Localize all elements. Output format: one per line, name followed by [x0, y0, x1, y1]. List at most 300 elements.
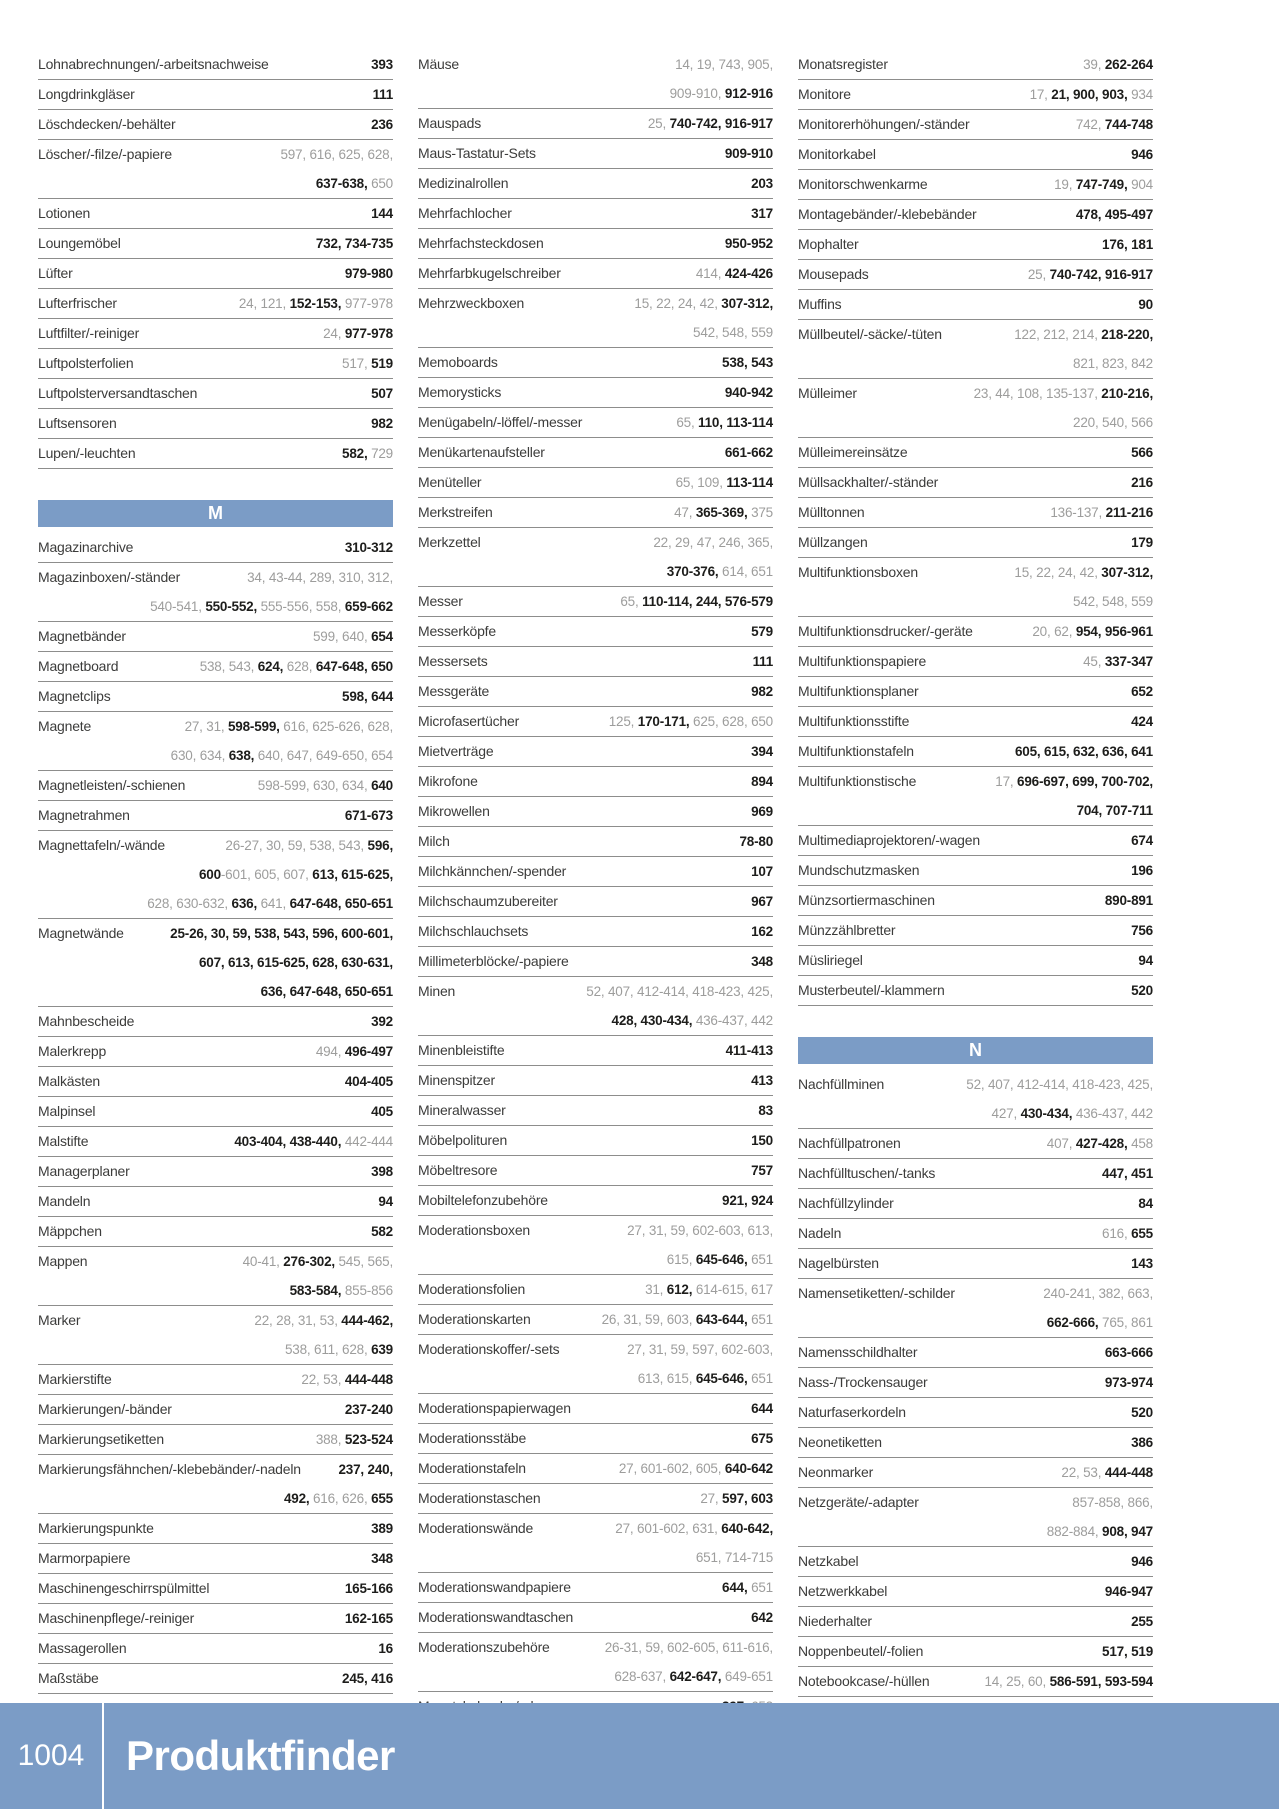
entry-pages	[371, 379, 393, 408]
entry-pages	[1131, 438, 1153, 467]
entry-line	[418, 528, 773, 557]
entry-line	[418, 707, 773, 736]
entry-term: Nachfüllpatronen	[798, 1135, 901, 1151]
entry-term: Maschinengeschirrspülmittel	[38, 1580, 210, 1596]
page-ref-bold: 912-916	[721, 86, 773, 101]
entry-term: Nadeln	[798, 1225, 842, 1241]
entry-pages	[1131, 707, 1153, 736]
page-ref-light: 22, 29, 47, 246, 365,	[653, 535, 773, 550]
page-ref-bold: 150	[751, 1133, 773, 1148]
entry-line	[798, 140, 1153, 169]
page-ref-light: 27, 601-602, 631,	[615, 1521, 718, 1536]
entry-line	[38, 1097, 393, 1126]
index-entry	[798, 110, 1153, 140]
entry-line	[38, 652, 393, 681]
entry-line	[798, 438, 1153, 467]
entry-pages	[700, 1484, 773, 1513]
page-ref-bold: 946	[1131, 147, 1153, 162]
page-ref-bold: 196	[1131, 863, 1153, 878]
entry-pages	[1131, 677, 1153, 706]
entry-pages	[751, 797, 773, 826]
index-entry	[418, 797, 773, 827]
entry-term: Mülleimer	[798, 385, 857, 401]
page-ref-bold: 586-591, 593-594	[1046, 1674, 1153, 1689]
entry-term: Lüfter	[38, 265, 73, 281]
entry-term: Müllbeutel/-säcke/-tüten	[798, 326, 942, 342]
entry-pages	[199, 860, 393, 889]
entry-pages	[634, 289, 773, 318]
footer-page-number: 1004	[17, 1739, 85, 1772]
index-entry	[38, 1127, 393, 1157]
entry-pages-continuation	[798, 1099, 1153, 1128]
page-ref-bold: 365-369,	[692, 505, 748, 520]
page-ref-bold: 237, 240,	[338, 1462, 393, 1477]
entry-term: Luftfilter/-reiniger	[38, 325, 140, 341]
page-ref-light: 122, 212, 214,	[1014, 327, 1098, 342]
page-ref-light: 545, 565,	[334, 1254, 393, 1269]
page-ref-bold: 640-642,	[717, 1521, 773, 1536]
index-entry	[38, 1306, 393, 1365]
page-ref-light: 414,	[695, 266, 722, 281]
page-ref-bold: 732, 734-735	[315, 236, 393, 251]
page-ref-bold: 890-891	[1104, 893, 1153, 908]
page-ref-bold: 940-942	[724, 385, 773, 400]
entry-pages	[371, 50, 393, 79]
page-ref-bold: 663-666	[1104, 1345, 1153, 1360]
entry-term: Millimeterblöcke/-papiere	[418, 953, 569, 969]
entry-line	[798, 707, 1153, 736]
index-entry	[38, 563, 393, 622]
page-ref-bold: 389	[371, 1521, 393, 1536]
page-ref-light: 729	[367, 446, 393, 461]
page-ref-bold: 170-171,	[634, 714, 690, 729]
page-ref-light: 26, 31, 59, 603,	[601, 1312, 693, 1327]
entry-line	[38, 771, 393, 800]
entry-pages	[751, 947, 773, 976]
index-entry	[418, 1603, 773, 1633]
entry-pages	[371, 110, 393, 139]
entry-pages	[258, 771, 393, 800]
entry-pages	[648, 109, 773, 138]
index-entry	[418, 767, 773, 797]
page-ref-light: 555-556, 558,	[257, 599, 342, 614]
page-ref-bold: 643-644,	[692, 1312, 748, 1327]
page-ref-light: 375	[747, 505, 773, 520]
page-ref-light: 14, 19, 743, 905,	[675, 57, 773, 72]
entry-term: Mülltonnen	[798, 504, 865, 520]
page-ref-light: 630, 634,	[170, 748, 226, 763]
page-ref-bold: 946-947	[1104, 1584, 1153, 1599]
page-ref-bold: 111	[752, 654, 773, 669]
entry-pages-continuation	[418, 1662, 773, 1691]
entry-pages	[345, 1395, 393, 1424]
entry-term: Moderationswände	[418, 1520, 534, 1536]
entry-pages	[1105, 1338, 1153, 1367]
entry-term: Namensschildhalter	[798, 1344, 918, 1360]
entry-term: Multifunktionstische	[798, 773, 917, 789]
page-ref-light: 136-137,	[1050, 505, 1103, 520]
index-entry	[418, 587, 773, 617]
page-ref-bold: 307-312,	[1097, 565, 1153, 580]
entry-term: Loungemöbel	[38, 235, 121, 251]
page-ref-light: 407,	[1046, 1136, 1073, 1151]
entry-pages	[751, 169, 773, 198]
page-ref-bold: 644	[751, 1401, 773, 1416]
index-entry	[38, 771, 393, 801]
entry-pages	[725, 139, 773, 168]
page-ref-light: 614, 651	[718, 564, 773, 579]
page-ref-bold: 386	[1131, 1435, 1153, 1450]
page-ref-light: 427,	[991, 1106, 1018, 1121]
entry-line	[798, 1547, 1153, 1576]
page-ref-bold: 969	[751, 804, 773, 819]
index-column-3	[798, 50, 1153, 1697]
entry-line	[418, 677, 773, 706]
entry-pages	[670, 79, 773, 108]
entry-term: Medizinalrollen	[418, 175, 509, 191]
entry-term: Mehrfachsteckdosen	[418, 235, 544, 251]
entry-line	[418, 587, 773, 616]
index-entry	[418, 1096, 773, 1126]
page-ref-light: 458	[1127, 1136, 1153, 1151]
page-ref-bold: 624,	[254, 659, 284, 674]
entry-pages-continuation	[38, 860, 393, 889]
entry-line	[798, 1249, 1153, 1278]
page-ref-light: 651	[747, 1252, 773, 1267]
page-ref-bold: 921, 924	[722, 1193, 773, 1208]
entry-line	[38, 1157, 393, 1186]
entry-line	[798, 230, 1153, 259]
entry-pages	[150, 592, 393, 621]
entry-term: Mehrfarbkugelschreiber	[418, 265, 561, 281]
page-ref-bold: 757	[751, 1163, 773, 1178]
entry-term: Münzsortiermaschinen	[798, 892, 935, 908]
page-ref-light: 240-241, 382, 663,	[1043, 1286, 1153, 1301]
entry-term: Magnetleisten/-schienen	[38, 777, 186, 793]
page-ref-light: 542, 548, 559	[693, 325, 773, 340]
page-ref-bold: 520	[1131, 983, 1153, 998]
entry-line	[798, 528, 1153, 557]
index-entry	[418, 498, 773, 528]
index-entry	[38, 1664, 393, 1694]
page-ref-bold: 950-952	[724, 236, 773, 251]
entry-pages-continuation	[38, 1484, 393, 1513]
index-entry	[798, 976, 1153, 1006]
footer-divider	[102, 1703, 104, 1809]
entry-pages	[1047, 1517, 1153, 1546]
page-ref-light: 540-541,	[150, 599, 202, 614]
index-entry	[418, 1305, 773, 1335]
entry-line	[418, 1216, 773, 1245]
entry-pages	[739, 827, 773, 856]
entry-pages	[614, 1662, 773, 1691]
page-ref-bold: 538, 543	[722, 355, 773, 370]
page-ref-bold: 83	[758, 1103, 773, 1118]
entry-line	[38, 1574, 393, 1603]
entry-term: Mülleimereinsätze	[798, 444, 908, 460]
entry-line	[418, 1126, 773, 1155]
index-entry	[418, 528, 773, 587]
page-ref-light: 538, 611, 628,	[284, 1342, 368, 1357]
index-entry	[798, 50, 1153, 80]
entry-pages	[722, 1186, 773, 1215]
entry-line	[38, 1514, 393, 1543]
page-ref-bold: 237-240	[344, 1402, 393, 1417]
page-ref-light: 934	[1127, 87, 1153, 102]
index-entry	[418, 827, 773, 857]
page-ref-bold: 424	[1131, 714, 1153, 729]
entry-pages	[1131, 140, 1153, 169]
page-ref-light: 45,	[1083, 654, 1102, 669]
entry-pages	[316, 1425, 393, 1454]
entry-pages	[345, 1574, 393, 1603]
page-ref-light: 27, 31, 59, 602-603, 613,	[627, 1223, 773, 1238]
entry-line	[418, 827, 773, 856]
entry-line	[798, 110, 1153, 139]
page-ref-bold: 605, 615, 632, 636, 641	[1014, 744, 1153, 759]
entry-pages	[338, 1455, 393, 1484]
page-ref-bold: 203	[751, 176, 773, 191]
page-ref-light: 542, 548, 559	[1073, 594, 1153, 609]
page-ref-light: 65, 109,	[675, 475, 723, 490]
page-ref-light: 651	[747, 1371, 773, 1386]
index-entry	[798, 80, 1153, 110]
index-entry	[38, 831, 393, 919]
entry-pages	[225, 831, 393, 860]
entry-line	[38, 349, 393, 378]
entry-line	[38, 319, 393, 348]
page-ref-bold: 946	[1131, 1554, 1153, 1569]
entry-line	[418, 50, 773, 79]
entry-line	[38, 409, 393, 438]
page-ref-bold: 143	[1131, 1256, 1153, 1271]
entry-pages	[1073, 349, 1153, 378]
entry-line	[798, 826, 1153, 855]
page-ref-light: 614-615, 617	[692, 1282, 773, 1297]
entry-term: Möbeltresore	[418, 1162, 498, 1178]
page-ref-light: 47,	[674, 505, 693, 520]
entry-line	[38, 1007, 393, 1036]
page-ref-bold: 94	[1138, 953, 1153, 968]
entry-pages	[316, 229, 393, 258]
entry-pages	[1131, 1398, 1153, 1427]
page-ref-light: 220, 540, 566	[1073, 415, 1153, 430]
page-ref-bold: 744-748	[1101, 117, 1153, 132]
entry-term: Löscher/-filze/-papiere	[38, 146, 172, 162]
entry-line	[418, 1036, 773, 1065]
entry-pages	[1054, 170, 1153, 199]
page-ref-bold: 655	[1127, 1226, 1153, 1241]
page-ref-light: 27, 31,	[184, 719, 225, 734]
index-entry	[38, 1247, 393, 1306]
page-ref-bold: 444-448	[341, 1372, 393, 1387]
page-ref-light: 17,	[1029, 87, 1048, 102]
index-entry	[418, 1216, 773, 1275]
index-entry	[798, 1667, 1153, 1697]
page-ref-bold: 398	[371, 1164, 393, 1179]
index-entry	[38, 1007, 393, 1037]
index-entry	[798, 1607, 1153, 1637]
entry-pages	[280, 140, 393, 169]
entry-pages	[751, 1424, 773, 1453]
page-ref-bold: 607, 613, 615-625, 628, 630-631,	[198, 955, 393, 970]
page-ref-bold: 78-80	[739, 834, 773, 849]
index-entry	[38, 1455, 393, 1514]
index-column-2	[418, 50, 773, 1722]
entry-line	[418, 408, 773, 437]
page-ref-bold: 977-978	[341, 326, 393, 341]
entry-term: Moderationsfolien	[418, 1281, 526, 1297]
page-ref-light: 31,	[645, 1282, 664, 1297]
entry-pages-continuation	[798, 349, 1153, 378]
entry-pages	[1131, 916, 1153, 945]
page-ref-bold: 165-166	[344, 1581, 393, 1596]
entry-term: Minen	[418, 983, 456, 999]
index-column-1	[38, 50, 393, 1724]
page-ref-bold: 179	[1131, 535, 1153, 550]
entry-term: Netzgeräte/-adapter	[798, 1494, 919, 1510]
entry-term: Magnetwände	[38, 925, 124, 941]
entry-pages	[170, 919, 393, 948]
index-entry	[798, 1488, 1153, 1547]
entry-pages	[751, 199, 773, 228]
entry-line	[418, 139, 773, 168]
entry-pages-continuation	[418, 1245, 773, 1274]
entry-term: Mäuse	[418, 56, 460, 72]
index-entry	[798, 1547, 1153, 1577]
entry-pages	[1102, 1219, 1153, 1248]
index-entry	[418, 1275, 773, 1305]
index-entry	[418, 1454, 773, 1484]
page-ref-bold: 394	[751, 744, 773, 759]
page-ref-light: 24,	[323, 326, 342, 341]
page-ref-bold: 612,	[663, 1282, 693, 1297]
page-ref-bold: 636,	[227, 896, 258, 911]
index-entry	[798, 1428, 1153, 1458]
entry-line	[418, 917, 773, 946]
entry-pages	[1076, 200, 1153, 229]
entry-term: Monitorschwenkarme	[798, 176, 928, 192]
entry-line	[38, 1037, 393, 1066]
index-entry	[798, 1129, 1153, 1159]
page-ref-light: 625, 628, 650	[689, 714, 773, 729]
page-ref-light: 436-437, 442	[692, 1013, 773, 1028]
entry-pages-continuation	[38, 741, 393, 770]
entry-pages	[378, 1634, 393, 1663]
page-ref-light: 17,	[995, 774, 1014, 789]
index-entry	[418, 917, 773, 947]
index-entry	[798, 320, 1153, 379]
entry-pages	[992, 1099, 1153, 1128]
entry-pages-continuation	[38, 977, 393, 1006]
entry-pages	[1105, 886, 1153, 915]
entry-pages	[1131, 856, 1153, 885]
entry-pages	[1047, 1129, 1153, 1158]
index-entry	[38, 1067, 393, 1097]
entry-line	[38, 919, 393, 948]
entry-pages	[323, 319, 393, 348]
entry-line	[798, 1070, 1153, 1099]
section-header-m	[38, 500, 393, 527]
entry-line	[418, 1066, 773, 1095]
entry-pages	[1032, 617, 1153, 646]
entry-line	[418, 1633, 773, 1662]
entry-term: Musterbeutel/-klammern	[798, 982, 945, 998]
page-ref-bold: 307-312,	[717, 296, 773, 311]
entry-pages	[1105, 1368, 1153, 1397]
entry-line	[418, 438, 773, 467]
entry-term: Magnetboard	[38, 658, 119, 674]
entry-term: Malkästen	[38, 1073, 101, 1089]
entry-term: Moderationsboxen	[418, 1222, 530, 1238]
entry-pages	[301, 1365, 393, 1394]
entry-line	[38, 50, 393, 79]
entry-term: Marmorpapiere	[38, 1550, 131, 1566]
page-ref-bold: 642	[751, 1610, 773, 1625]
page-ref-light: 640, 647, 649-650, 654	[254, 748, 393, 763]
entry-pages	[1077, 796, 1153, 825]
index-entry	[38, 319, 393, 349]
entry-term: Malerkrepp	[38, 1043, 107, 1059]
entry-line	[418, 857, 773, 886]
entry-pages	[693, 318, 773, 347]
page-ref-light: 597, 616, 625, 628,	[280, 147, 393, 162]
entry-term: Müsliriegel	[798, 952, 863, 968]
entry-term: Müllsackhalter/-ständer	[798, 474, 939, 490]
entry-term: Moderationswandtaschen	[418, 1609, 574, 1625]
index-entry	[418, 169, 773, 199]
page-ref-bold: 444-448	[1101, 1465, 1153, 1480]
entry-line	[418, 647, 773, 676]
index-entry	[418, 109, 773, 139]
index-entry	[418, 438, 773, 468]
page-ref-bold: 659-662	[341, 599, 393, 614]
index-entry	[418, 468, 773, 498]
page-ref-bold: 954, 956-961	[1072, 624, 1153, 639]
entry-line	[418, 1603, 773, 1632]
entry-pages	[966, 1070, 1153, 1099]
entry-pages	[653, 528, 773, 557]
page-ref-light: 517,	[342, 356, 368, 371]
page-ref-bold: 520	[1131, 1405, 1153, 1420]
entry-line	[798, 1279, 1153, 1308]
entry-term: Möbelpolituren	[418, 1132, 508, 1148]
page-ref-bold: 696-697, 699, 700-702,	[1013, 774, 1153, 789]
page-ref-bold: 424-426	[721, 266, 773, 281]
page-ref-bold: 652	[1131, 684, 1153, 699]
index-entry	[798, 707, 1153, 737]
entry-pages	[316, 169, 393, 198]
page-ref-light: 598-599, 630, 634,	[257, 778, 368, 793]
entry-term: Menüteller	[418, 474, 482, 490]
page-ref-light: 651, 714-715	[695, 1550, 773, 1565]
index-entry	[798, 1219, 1153, 1249]
page-ref-light: 599, 640,	[313, 629, 368, 644]
index-entry	[418, 857, 773, 887]
entry-term: Milchschaumzubereiter	[418, 893, 558, 909]
page-ref-light: 765, 861	[1098, 1315, 1153, 1330]
page-ref-bold: 756	[1131, 923, 1153, 938]
page-ref-light: 25,	[647, 116, 667, 131]
entry-term: Mikrofone	[418, 773, 478, 789]
entry-line	[38, 682, 393, 711]
entry-pages	[345, 533, 393, 562]
page-ref-bold: 654	[367, 629, 393, 644]
entry-pages-continuation	[38, 592, 393, 621]
entry-pages	[619, 1454, 773, 1483]
entry-line	[798, 1667, 1153, 1696]
entry-pages	[316, 1037, 393, 1066]
